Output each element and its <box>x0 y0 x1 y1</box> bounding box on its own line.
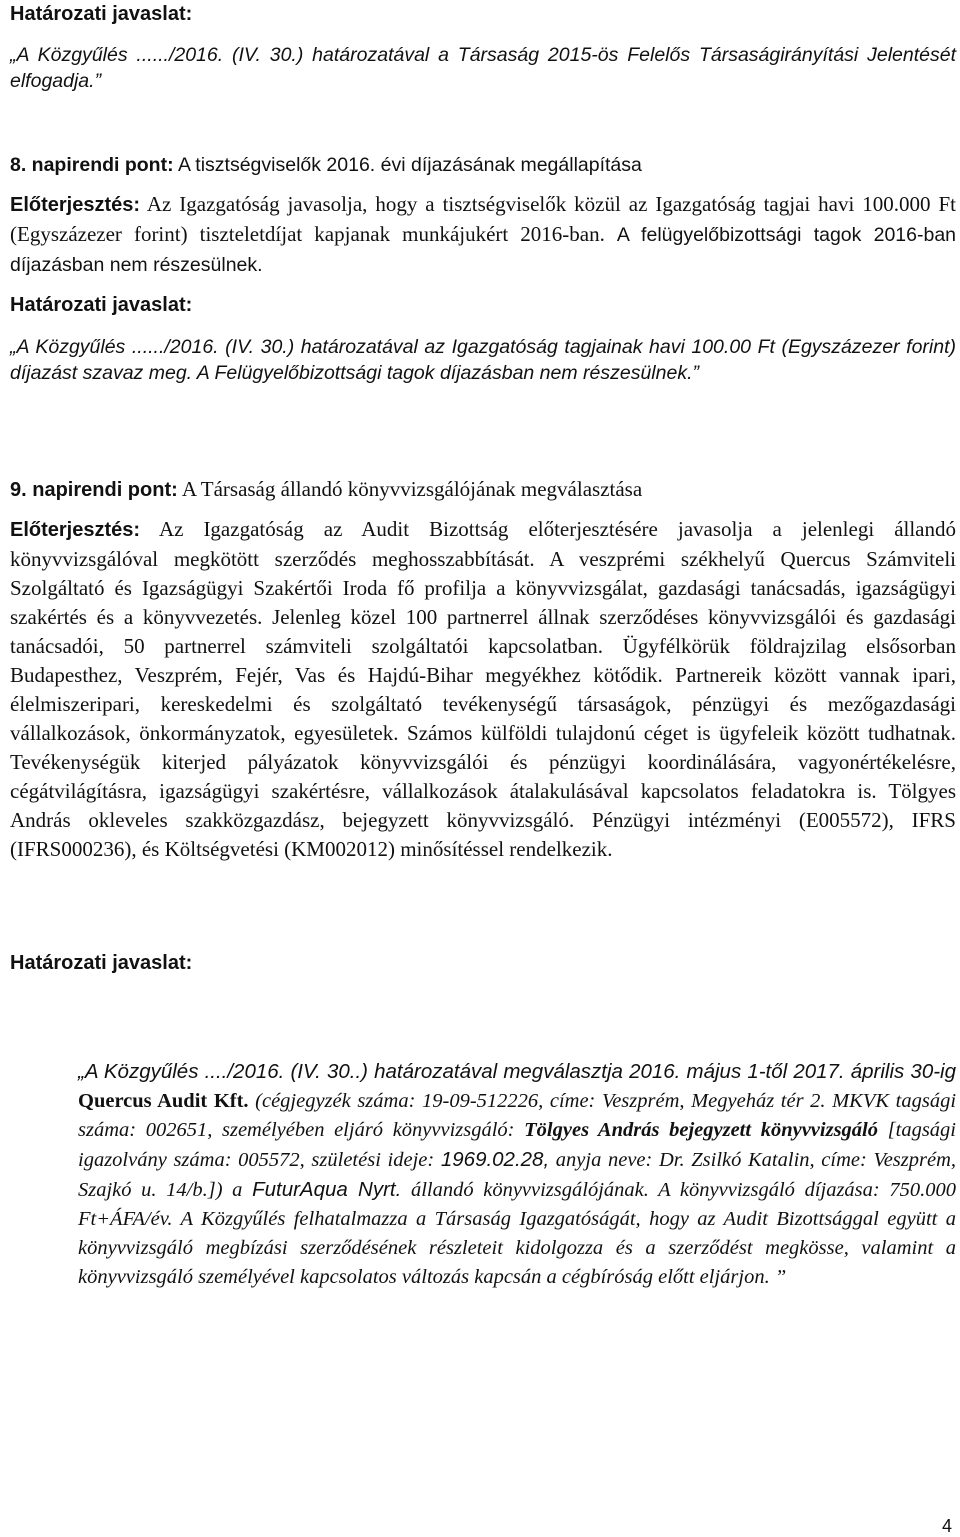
resolution-9-part-1: „A Közgyűlés ..../2016. (IV. 30..) határozatával megválasztja 2016. május 1-től 2017. április 30-ig <box>78 1060 956 1083</box>
agenda-item-9-label: 9. napirendi pont: <box>10 479 178 501</box>
proposal-label-8: Előterjesztés: <box>10 194 141 216</box>
resolution-9-part-2: (cégjegyzék száma: 19-09-512226, címe: Veszprém, Megyeház tér 2. MKVK tagsági száma: 002651, személyében eljáró könyvvizsgáló: <box>78 1090 957 1141</box>
resolution-9-part-3: [tagsági igazolvány száma: 005572, születési ideje: <box>78 1119 956 1171</box>
resolution-9-part-4: anyja neve: Dr. Zsilkó Katalin, címe: Veszprém, Szajkó u. 14/b.]) a <box>78 1149 957 1201</box>
resolution-9-fee: 750.000 Ft+ÁFA/év. <box>78 1179 957 1230</box>
agenda-item-9-title: A Társaság állandó könyvvizsgálójának megválasztása <box>181 477 643 501</box>
resolution-text-9 <box>78 1057 956 1292</box>
resolution-9-auditor: Tölgyes András bejegyzett könyvvizsgáló <box>524 1119 878 1141</box>
resolution-9-firm: Quercus Audit Kft. <box>78 1090 249 1112</box>
proposal-text-8-serif: Az Igazgatóság javasolja, hogy a tisztségviselők közül az Igazgatóság tagjai havi 100.000 Ft (Egyszázezer forint) tiszteletdíjat kapjanak munkájukért 2016-ban. <box>10 192 956 246</box>
resolution-quote-1: „A Közgyűlés ....../2016. (IV. 30.) határozatával a Társaság 2015-ös Felelős Társaságirányítási Jelentését elfogadja.” <box>10 44 956 92</box>
page-number: 4 <box>941 1516 952 1536</box>
proposal-text-9: Az Igazgatóság az Audit Bizottság előterjesztésére javasolja a jelenlegi állandó könyvvizsgálóval megkötött szerződés meghosszabbítását. A veszprémi székhelyű Quercus Számviteli Szolgáltató és Igazságügyi Szakértői Iroda fő profilja a könyvvizsgálat, gazdasági tanácsadás, igazságügyi szakértés és a könyvvezetés. Jelenleg közel 100 partnerrel állnak szerződéses könyvvizsgálói és gazdasági tanácsadói, 50 partnerrel számviteli szolgáltatói kapcsolatban. Ügyfélkörük földrajzilag elsősorban Budapesthez, Veszprém, Fejér, Vas és Hajdú-Bihar megyékhez kötődik. Partnereik között vannak ipari, élelmiszeripari, kereskedelmi és szolgáltató tevékenységű társaságok, pénzügyi és mezőgazdasági vállalkozások, önkormányzatok, egyesületek. Számos külföldi tulajdonú céget is ügyfeleik között tudhatnak. Tevékenységük kiterjed pályázatok könyvvizsgálói és pénzügyi koordinálására, vagyonértékelésre, cégátvilágításra, igazságügyi szakértésre, vállalkozások átalakulásával kapcsolatos feladatokra is. Tölgyes András okleveles szakközgazdász, bejegyzett könyvvizsgáló. Pénzügyi intézményi (E005572), IFRS (IFRS000236), és Költségvetési (KM002012) minősítéssel rendelkezik. <box>10 517 957 861</box>
resolution-9-part-5: állandó könyvvizsgálójának. A könyvvizsgáló díjazása: <box>410 1179 880 1201</box>
agenda-item-9-proposal <box>10 515 956 864</box>
resolution-heading-8: Határozati javaslat: <box>10 294 193 316</box>
proposal-label-9: Előterjesztés: <box>10 519 141 541</box>
agenda-item-8-label: 8. napirendi pont: <box>10 154 174 176</box>
agenda-item-9 <box>10 476 956 504</box>
resolution-heading-9: Határozati javaslat: <box>10 952 193 974</box>
agenda-item-8-proposal <box>10 190 956 280</box>
resolution-heading-1: Határozati javaslat: <box>10 3 193 25</box>
agenda-item-8-title: A tisztségviselők 2016. évi díjazásának megállapítása <box>177 154 642 176</box>
resolution-9-company: FuturAqua Nyrt. <box>252 1178 402 1201</box>
resolution-9-part-6: A Közgyűlés felhatalmazza a Társaság Igazgatóságát, hogy az Audit Bizottsággal együtt a könyvvizsgáló megbízási szerződésének részleteit kidolgozza és a szerződést megkösse, valamint a könyvvizsgáló személyével kapcsolatos változás kapcsán a cégbíróság előtt eljárjon. ” <box>78 1208 956 1288</box>
resolution-quote-8: „A Közgyűlés ....../2016. (IV. 30.) határozatával az Igazgatóság tagjainak havi 100.00 Ft (Egyszázezer forint) díjazást szavaz meg. A Felügyelőbizottsági tagok díjazásban nem részesülnek.” <box>10 336 956 384</box>
proposal-text-8-sans: A felügyelőbizottsági tagok 2016-ban díjazásban nem részesülnek. <box>10 224 957 276</box>
agenda-item-8 <box>10 152 956 178</box>
resolution-9-birthdate: 1969.02.28, <box>440 1148 550 1171</box>
